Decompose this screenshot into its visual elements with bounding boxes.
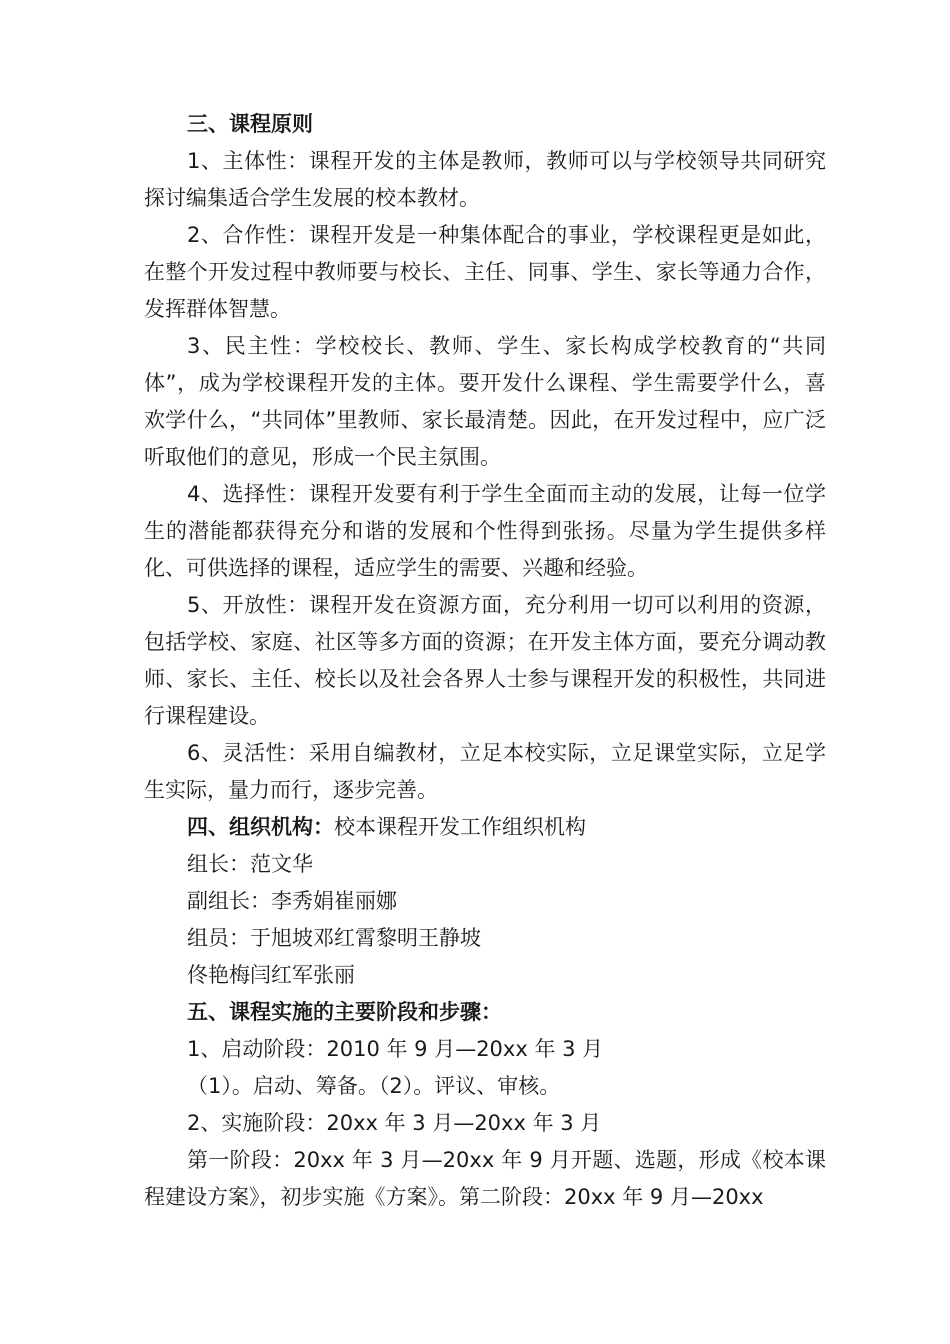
stage-2: 2、实施阶段：20xx 年 3 月—20xx 年 3 月 [187, 1111, 602, 1135]
principle-democracy: 3、民主性：学校校长、教师、学生、家长构成学校教育的“共同体”，成为学校课程开发的主体。要开发什么课程、学生需要学什么，喜欢学什么，“共同体”里教师、家长最清楚。因此，在开发过程中，应广泛听取他们的意见，形成一个民主氛围。 [144, 334, 826, 469]
section-4-heading: 四、组织机构： [187, 815, 334, 839]
stage-1-steps: （1）。启动、筹备。（2）。评议、审核。 [187, 1074, 561, 1098]
section-3-heading: 三、课程原则 [187, 112, 313, 136]
section-5-heading: 五、课程实施的主要阶段和步骤： [187, 1000, 502, 1024]
section-4-heading-rest: 校本课程开发工作组织机构 [334, 815, 586, 839]
principle-openness: 5、开放性：课程开发在资源方面，充分利用一切可以利用的资源，包括学校、家庭、社区等多方面的资源；在开发主体方面，要充分调动教师、家长、主任、校长以及社会各界人士参与课程开发的积极性，共同进行课程建设。 [144, 593, 826, 728]
stage-2-detail: 第一阶段：20xx 年 3 月—20xx 年 9 月开题、选题，形成《校本课程建设方案》，初步实施《方案》。第二阶段：20xx 年 9 月—20xx [144, 1148, 826, 1209]
section-4-heading-line [144, 809, 826, 846]
group-members-continued: 佟艳梅闫红军张丽 [187, 963, 355, 987]
principle-subjectivity: 1、主体性：课程开发的主体是教师，教师可以与学校领导共同研究探讨编集适合学生发展的校本教材。 [144, 149, 826, 210]
principle-selectivity: 4、选择性：课程开发要有利于学生全面而主动的发展，让每一位学生的潜能都获得充分和谐的发展和个性得到张扬。尽量为学生提供多样化、可供选择的课程，适应学生的需要、兴趣和经验。 [144, 482, 826, 580]
principle-flexibility: 6、灵活性：采用自编教材，立足本校实际，立足课堂实际，立足学生实际，量力而行，逐步完善。 [144, 741, 826, 802]
group-vice-leader: 副组长：李秀娟崔丽娜 [187, 889, 397, 913]
group-leader: 组长：范文华 [187, 852, 313, 876]
group-members: 组员：于旭坡邓红霄黎明王静坡 [187, 926, 481, 950]
principle-cooperation: 2、合作性：课程开发是一种集体配合的事业，学校课程更是如此，在整个开发过程中教师要与校长、主任、同事、学生、家长等通力合作，发挥群体智慧。 [144, 223, 826, 321]
stage-1: 1、启动阶段：2010 年 9 月—20xx 年 3 月 [187, 1037, 604, 1061]
document-page [144, 106, 826, 1216]
